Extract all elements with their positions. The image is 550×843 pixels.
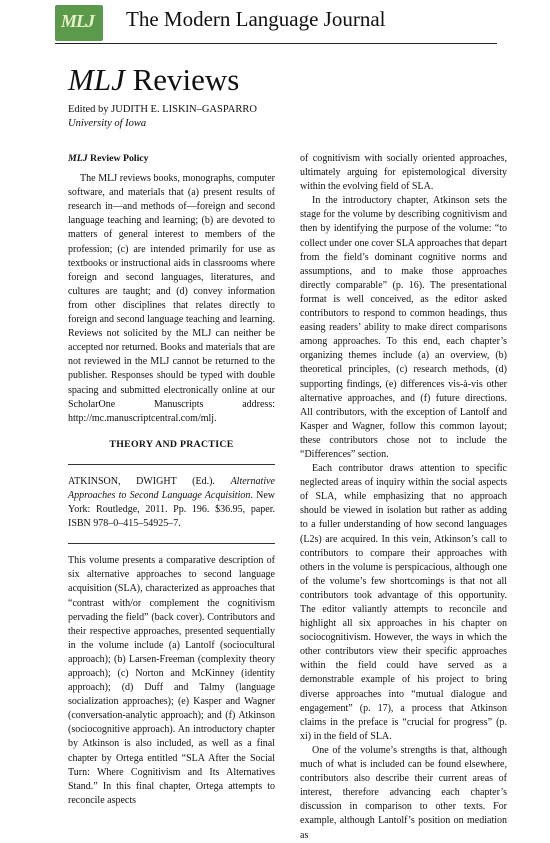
- policy-heading: [68, 152, 275, 166]
- body-paragraph: This volume presents a comparative description of six alternative approaches to second language acquisition (SLA), characterized as approaches that “contrast with/or complement the cognitivism pervading the field” (back cover). Contributors and their respective approaches, presented sequentially in the volume include (a) Lantolf (sociocultural approach); (b) Larsen-Freeman (complexity theory approach); (c) Norton and McKinney (identity approach); (d) Duff and Talmy (language socialization approaches); (e) Kasper and Wagner (conversation-analytic approach); and (f) Atkinson (sociocognitive approach). An introductory chapter by Atkinson is also included, as well as a final chapter by Ortega entitled “SLA After the Social Turn: Where Cognitivism and Its Alternatives Stand.” In this final chapter, Ortega attempts to reconcile aspects: [68, 555, 275, 806]
- body-paragraph: In the introductory chapter, Atkinson sets the stage for the volume by describing cognitivism and then by identifying the purpose of the volume: “to collect under one cover SLA approaches that depart from the field’s dominant cognitive norms and assumptions, and to make those approaches directly comparable” (p. 16). The presentational format is well conceived, as the editor asked contributors to respond to common headings, thus easing readers’ ability to make direct comparisons among approaches. To this end, each chapter’s organizing themes include (a) an overview, (b) theoretical principles, (c) research methods, (d) supporting findings, (e) differences vis-à-vis other alternative approaches, and (f) future directions. All contributors, with the exception of Lantolf and Kasper and Wagner, follow this common layout; these contributors chose not to include the “Differences” section.: [300, 195, 507, 460]
- journal-header: [55, 3, 497, 43]
- divider: [68, 464, 275, 465]
- left-column: [68, 152, 275, 808]
- book-citation: [68, 475, 275, 531]
- mlj-logo: [55, 5, 103, 41]
- edited-by: Edited by JUDITH E. LISKIN–GASPARRO: [68, 104, 257, 115]
- editor-credit: [68, 103, 257, 131]
- logo-text: MLJ: [61, 11, 94, 31]
- right-column: [300, 152, 507, 843]
- section-title-rest: Reviews: [124, 62, 240, 97]
- citation-title: Alternative Approaches to Second Language Acquisition: [68, 475, 275, 501]
- body-paragraph: of cognitivism with socially oriented approaches, ultimately arguing for epistemological diversity within the evolving field of SLA.: [300, 153, 507, 193]
- section-title-italic: MLJ: [68, 62, 125, 97]
- citation-author: ATKINSON, DWIGHT (Ed.).: [68, 475, 231, 487]
- journal-title: The Modern Language Journal: [126, 7, 386, 31]
- policy-text: The MLJ reviews books, monographs, computer software, and materials that (a) present results of research in—and methods of—foreign and second language teaching and learning; (b) are devoted to matters of general interest to members of the profession; (c) are intended primarily for use as textbooks or instructional aids in classrooms where foreign and second languages, literatures, and cultures are taught; and (d) convey information from other disciplines that relates directly to foreign and second language teaching and learning. Reviews not solicited by the MLJ can neither be accepted nor returned. Books and materials that are not reviewed in the MLJ cannot be returned to the publisher. Responses should be typed with double spacing and submitted electronically online at our ScholarOne Manuscripts address: http://mc.manuscriptcentral.com/mlj.: [68, 173, 275, 424]
- citation-details: . New York: Routledge, 2011. Pp. 196. $36.95, paper. ISBN 978–0–415–54925–7.: [68, 489, 275, 530]
- header-divider: [55, 43, 497, 44]
- editor-affiliation: University of Iowa: [68, 118, 147, 129]
- policy-heading-italic: MLJ: [68, 153, 88, 164]
- theory-practice-heading: THEORY AND PRACTICE: [109, 438, 234, 450]
- divider: [68, 543, 275, 544]
- body-paragraph: One of the volume’s strengths is that, although much of what is included can be found elsewhere, contributors also describe their current areas of interest, therefore advancing each chapter’s discussion in comparison to other texts. For example, although Lantolf’s position on mediation as: [300, 744, 507, 841]
- policy-heading-rest: Review Policy: [87, 153, 149, 164]
- section-title: [68, 62, 239, 98]
- body-paragraph: Each contributor draws attention to specific neglected areas of inquiry within the social aspects of SLA, while emphasizing that no approach should be viewed in isolation but rather as adding to a fuller understanding of how second languages (L2s) are acquired. In this vein, Atkinson’s call to contributors to compare their approaches with others in the volume is perspicacious, although one of the volume’s few shortcomings is that not all contributors took advantage of this opportunity. The editor valiantly attempts to reconcile and highlight all six approaches in his chapter on sociocognitivism. However, the ways in which the other contributors view their specific approaches within the field could have served as a demonstrable example of his project to bring diverse approaches into “mutual dialogue and engagement” (p. 17), a process that Atkinson claims in the preface is “crucial for progress” (p. xi) in the field of SLA.: [300, 463, 507, 742]
